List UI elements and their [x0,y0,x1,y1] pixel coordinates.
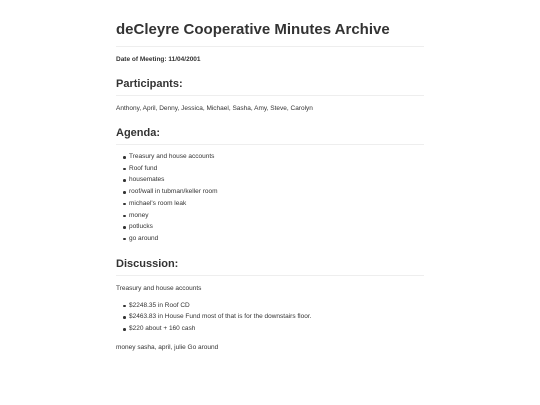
list-item [123,221,424,233]
agenda-item-label: Roof fund [129,164,158,172]
list-item [123,300,424,312]
agenda-item-label: go around [129,234,159,242]
bullet-icon [123,305,126,308]
list-item [123,233,424,245]
bullet-icon [123,179,126,182]
list-item [123,174,424,186]
discussion-item-label: $2248.35 in Roof CD [129,301,190,309]
meeting-date: Date of Meeting: 11/04/2001 [116,56,201,63]
minutes-content [116,20,424,353]
list-item [123,186,424,198]
bullet-icon [123,316,126,319]
agenda-list [116,151,424,245]
participants-list: Anthony, April, Denny, Jessica, Michael, Sasha, Amy, Steve, Carolyn [116,105,313,112]
agenda-item-label: potlucks [129,223,153,231]
discussion-list [116,300,424,335]
list-item [123,311,424,323]
discussion-item-label: $2463.83 in House Fund most of that is for the downstairs floor. [129,313,312,321]
bullet-icon [123,215,126,218]
bullet-icon [123,168,126,171]
agenda-item-label: Treasury and house accounts [129,153,215,160]
bullet-icon [123,226,126,229]
agenda-item-label: roof/wall in tubman/keller room [129,188,218,196]
discussion-closing: money sasha, april, julie Go around [116,343,219,351]
list-item [123,210,424,222]
bullet-icon [123,238,126,241]
bullet-icon [123,203,126,206]
agenda-heading: Agenda: [116,126,424,145]
agenda-item-label: michael's room leak [129,199,187,207]
bullet-icon [123,191,126,194]
page-title: deCleyre Cooperative Minutes Archive [116,20,424,47]
bullet-icon [123,328,126,331]
discussion-item-label: $220 about + 160 cash [129,325,196,333]
list-item [123,163,424,175]
agenda-item-label: money [129,211,149,219]
participants-heading: Participants: [116,77,424,96]
list-item [123,323,424,335]
list-item [123,198,424,210]
discussion-intro: Treasury and house accounts [116,284,202,292]
discussion-heading: Discussion: [116,257,424,276]
agenda-item-label: housemates [129,176,165,184]
bullet-icon [123,156,126,159]
list-item [123,151,424,163]
